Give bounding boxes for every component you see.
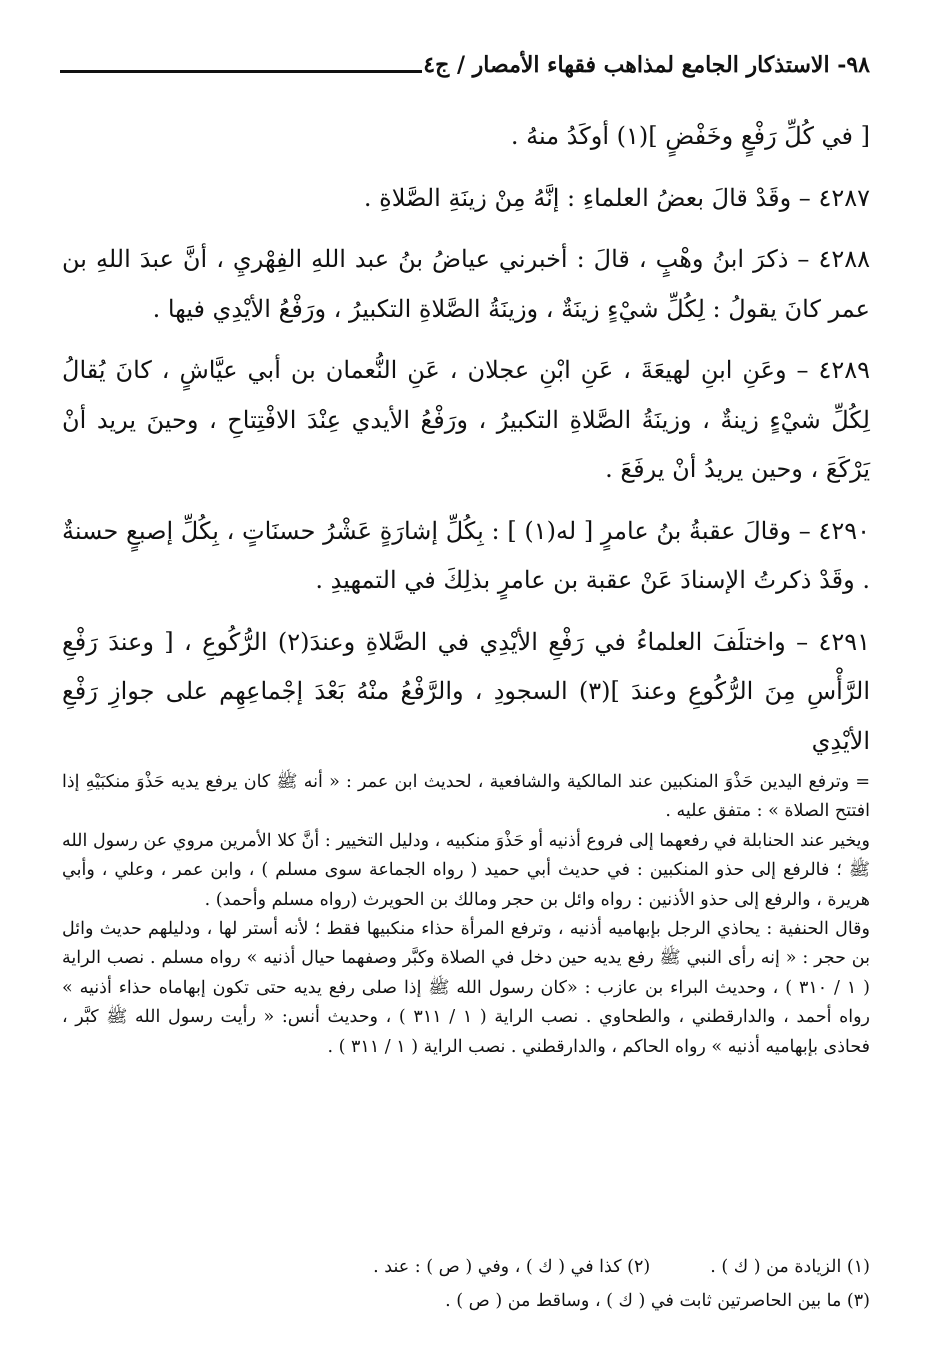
text-paragraph: ٤٢٨٨ – ذكرَ ابنُ وهْبٍ ، قالَ : أخبرني عياضُ بنُ عبد اللهِ الفِهْريِ ، أنَّ عبدَ اللهِ بن عمر كانَ يقولُ : لِكُلِّ شيْءٍ زينَةٌ ، وزينَةُ الصَّلاةِ التكبيرُ ، ورَفْعُ الأيْدِي فيها . xyxy=(62,245,870,323)
footnote-3: (٣) ما بين الحاصرتين ثابت في ( ك ) ، وساقط من ( ص ) . xyxy=(445,1291,870,1311)
footnote-row xyxy=(62,1250,870,1284)
note-paragraph: وقال الحنفية : يحاذي الرجل بإبهاميه أذنيه ، وترفع المرأة حذاء منكبيها فقط ؛ لأنه أستر لها ، ودليلهم حديث وائل بن حجر : « إنه رأى النبي ﷺ رفع يديه حين دخل في الصلاة وكبَّر وصفهما حيال أذنيه » رواه مسلم . نصب الراية ( ١ / ٣١٠ ) ، وحديث البراء بن عازب : «كان رسول الله ﷺ إذا صلى رفع يديه حتى تكون إبهاماه حذاء أذنيه » رواه أحمد ، والدارقطني ، والطحاوي . نصب الراية ( ١ / ٣١١ ) ، وحديث أنس: « رأيت رسول الله ﷺ كبَّر ، فحاذى بإبهاميه أذنيه » رواه الحاكم ، والدارقطني . نصب الراية ( ١ / ٣١١ ) . xyxy=(62,919,871,1057)
footnote-2: (٢) كذا في ( ك ) ، وفي ( ص ) : عند . xyxy=(373,1257,651,1277)
text-paragraph: ٤٢٨٩ – وعَنِ ابنِ لهيعَةَ ، عَنِ ابْنِ عجلان ، عَنِ النُّعمان بن أبي عيَّاشٍ ، كانَ يُقالُ لِكُلِّ شيْءٍ زينةٌ ، وزينَةُ الصَّلاةِ التكبيرُ ، ورَفْعُ الأيدي عِنْدَ الافْتِتاحِ ، وحينَ يريد أنْ يَرْكَعَ ، وحين يريدُ أنْ يرفَعَ . xyxy=(62,356,870,483)
footnotes xyxy=(62,1250,870,1318)
note-paragraph: = وترفع اليدين حَذْوَ المنكبين عند المالكية والشافعية ، لحديث ابن عمر : « أنه ﷺ كان يرفع يديه حَذْوَ منكبَيْهِ إذا افتتح الصلاة » : متفق عليه . xyxy=(62,772,870,822)
main-text xyxy=(62,112,870,766)
page-header xyxy=(60,48,870,84)
commentary-notes xyxy=(62,768,870,1062)
text-paragraph: ٤٢٩١ – واختلَفَ العلماءُ في رَفْعِ الأيْدِي في الصَّلاةِ وعندَ(٢) الرُّكُوعِ ، [ وعندَ رَفْعِ الرَّأْسِ مِنَ الرُّكُوعِ وعندَ ](٣) السجودِ ، والرَّفْعُ منْهُ بَعْدَ إجْماعِهِم على جوازِ رَفْعِ الأيْدِي xyxy=(62,627,871,755)
running-title: ٩٨- الاستذكار الجامع لمذاهب فقهاء الأمصار / ج٤ xyxy=(423,52,870,78)
header-rule xyxy=(60,70,422,73)
note-paragraph: ويخير عند الحنابلة في رفعهما إلى فروع أذنيه أو حَذْوَ منكبيه ، ودليل التخيير : أنَّ كلا الأمرين مروي عن رسول الله ﷺ ؛ فالرفع إلى حذو المنكبين : في حديث أبي حميد ( رواه الجماعة سوى مسلم ) ، وابن عمر ، وعلي ، وأبي هريرة ، والرفع إلى حذو الأذنين : رواه وائل بن حجر ومالك بن الحويرث (رواه مسلم وأحمد) . xyxy=(62,830,870,910)
footnote-row xyxy=(62,1284,870,1318)
text-paragraph: ٤٢٨٧ – وقَدْ قالَ بعضُ العلماءِ : إنَّهُ مِنْ زينَةِ الصَّلاةِ . xyxy=(363,183,870,212)
text-paragraph: ٤٢٩٠ – وقالَ عقبةُ بنُ عامرٍ [ له(١) ] : بِكُلِّ إشارَةٍ عَشْرُ حسنَاتٍ ، بِكُلِّ إصبعٍ حسنةٌ . وقَدْ ذكرتُ الإسنادَ عَنْ عقبة بن عامرٍ بذلِكَ في التمهيدِ . xyxy=(62,516,870,594)
footnote-1: (١) الزيادة من ( ك ) . xyxy=(710,1257,870,1277)
text-paragraph: [ في كُلِّ رَفْعٍ وخَفْضٍ ](١) أوكَدُ منهُ . xyxy=(510,122,870,150)
